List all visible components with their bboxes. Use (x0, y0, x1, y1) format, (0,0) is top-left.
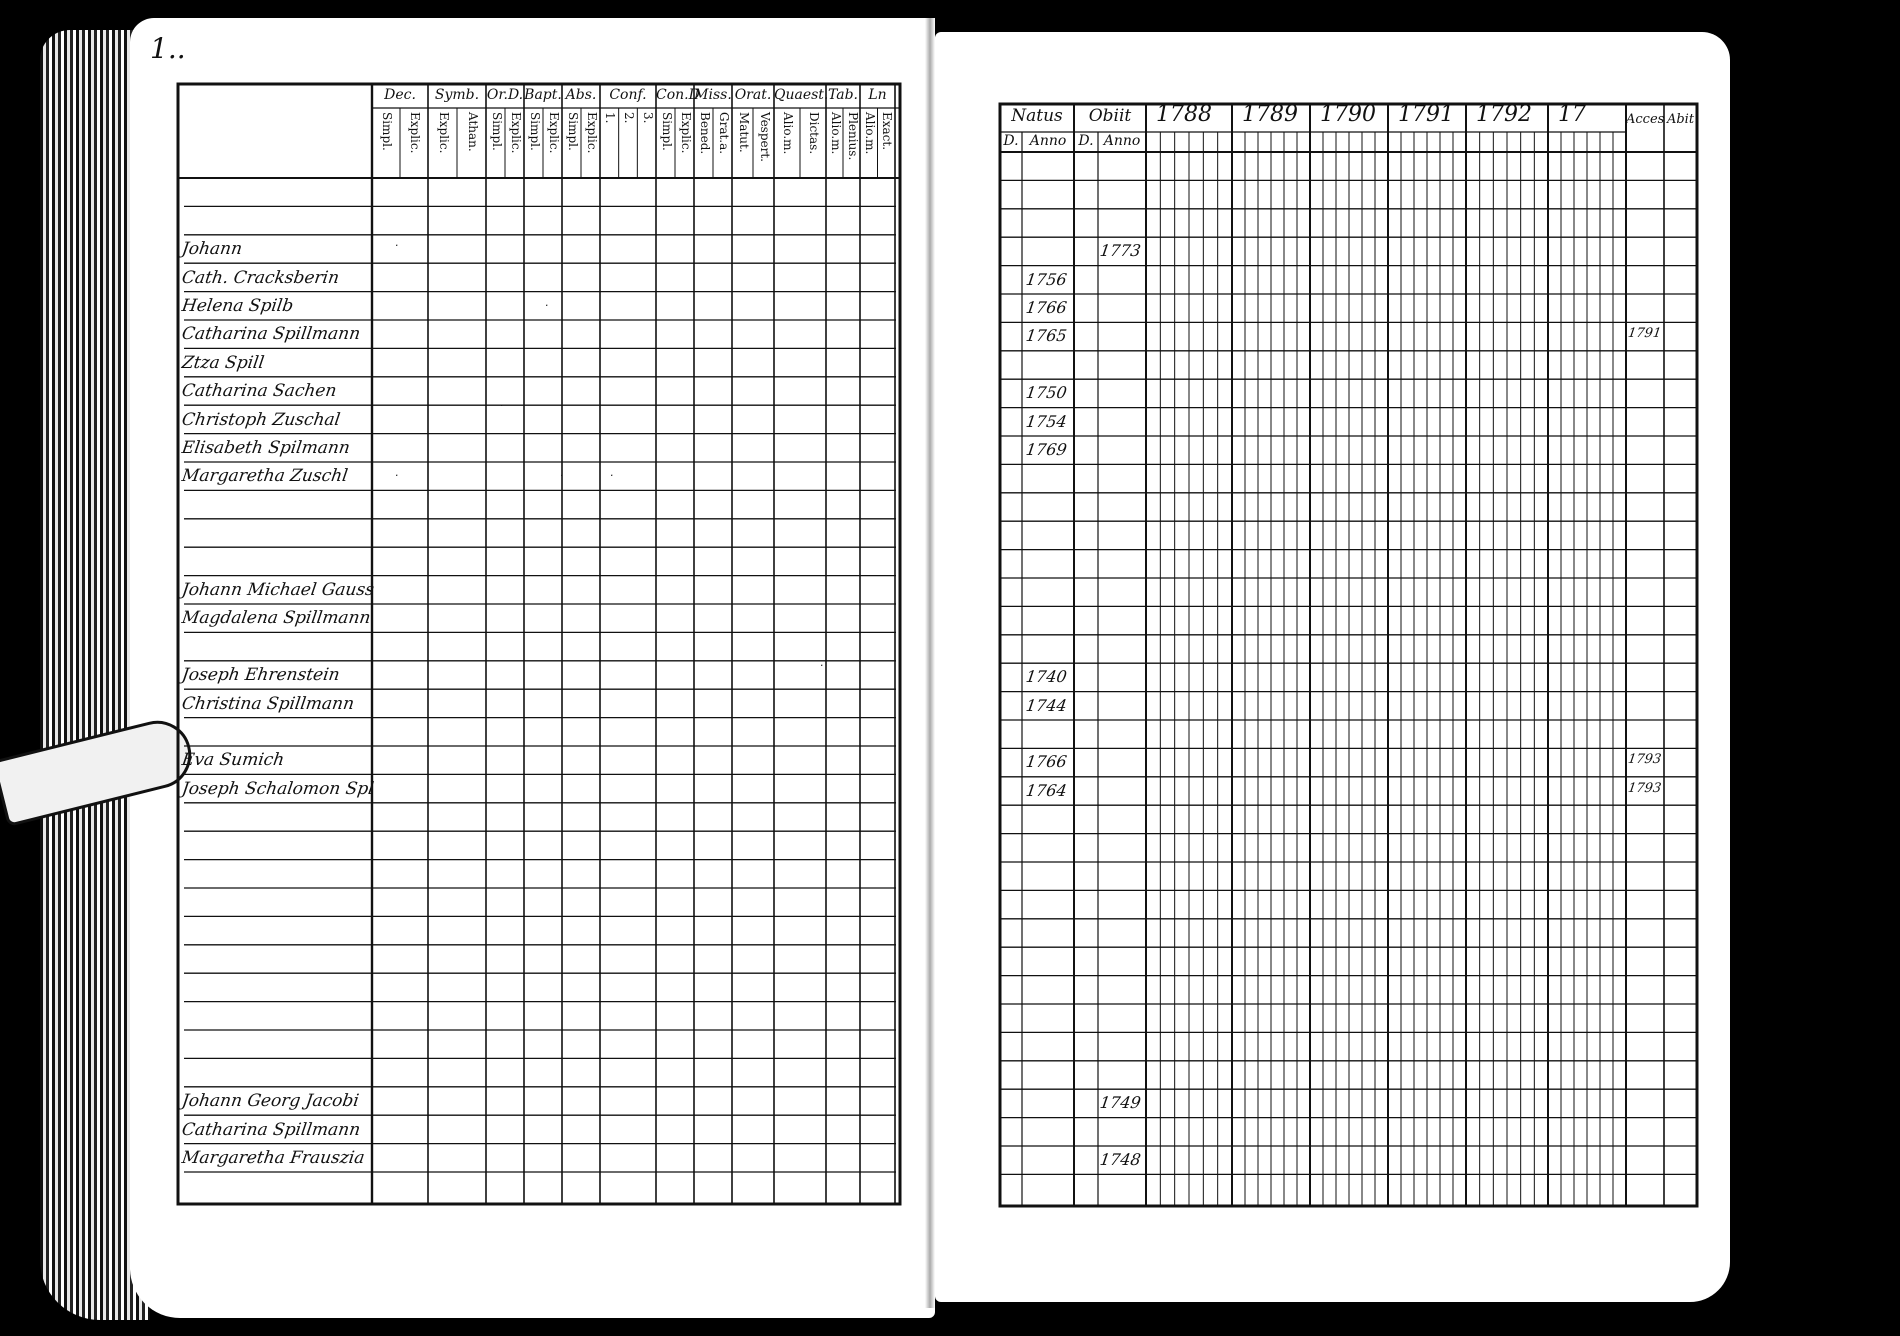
obiit-year-header: Anno (1103, 133, 1141, 149)
pencil-mark: · (500, 399, 504, 412)
left-column-header: Symb. (434, 87, 480, 103)
left-sub-header: Alio.m. (828, 112, 843, 155)
pencil-mark: · (395, 239, 399, 252)
pencil-mark: · (610, 469, 614, 482)
obiit-year: 1748 (1098, 1150, 1143, 1169)
abiit-header: Abit (1666, 112, 1695, 127)
person-name: Margaretha Frauszia (180, 1148, 366, 1168)
year-header: 1792 (1476, 102, 1532, 127)
left-sub-header: Explic. (508, 112, 523, 154)
left-sub-header: Simpl. (565, 112, 580, 151)
pencil-mark: · (820, 659, 824, 672)
left-sub-header: Explic. (546, 112, 561, 154)
natus-year: 1756 (1024, 269, 1069, 289)
left-column-header: Ln (868, 87, 887, 103)
left-sub-header: Explic. (436, 112, 451, 154)
person-name: Elisabeth Spilmann (180, 438, 352, 458)
left-column-header: Dec. (384, 87, 416, 103)
pencil-mark: · (560, 469, 564, 482)
left-column-header: Conf. (609, 87, 647, 103)
obiit-header: Obiit (1088, 106, 1132, 126)
natus-year: 1764 (1024, 780, 1069, 800)
person-name: Johann Michael Gauss (180, 580, 376, 600)
left-sub-header: 3. (640, 112, 655, 124)
natus-year-header: Anno (1029, 133, 1067, 149)
accessit-header: Acces (1626, 112, 1665, 127)
left-sub-header: 2. (622, 112, 636, 124)
person-name: Margaretha Zuschl (180, 466, 349, 487)
left-sub-header: Simpl. (380, 112, 394, 151)
person-name: Catharina Spillmann (180, 324, 362, 345)
natus-year: 1766 (1024, 752, 1069, 772)
year-header: 17 (1558, 102, 1586, 127)
left-sub-header: Alio.m. (781, 112, 795, 155)
left-column-header: Or.D. (486, 87, 524, 103)
left-sub-header: Exact. (880, 112, 895, 151)
left-sub-header: Simpl. (489, 112, 504, 151)
pencil-mark: · (395, 469, 399, 482)
left-sub-header: Athan. (465, 112, 480, 152)
year-header: 1791 (1398, 102, 1454, 127)
left-sub-header: Plenius. (845, 112, 860, 161)
left-column-header: Con.D (656, 87, 700, 103)
person-name: Cath. Cracksberin (180, 267, 341, 288)
natus-year: 1754 (1024, 411, 1069, 431)
left-sub-header: Alio.m. (862, 112, 877, 155)
left-sub-header: Grat.a. (716, 112, 731, 155)
person-name: Christoph Zuschal (180, 409, 342, 430)
year-header: 1790 (1320, 102, 1376, 127)
left-sub-header: Bened. (697, 112, 712, 155)
accessit-entry: 1791 (1626, 326, 1663, 342)
person-name: Joseph Schalomon Spl (180, 778, 376, 799)
left-column-header: Quaest. (774, 87, 829, 103)
natus-year: 1766 (1024, 298, 1069, 317)
natus-year: 1740 (1024, 667, 1069, 687)
accessit-entry: 1793 (1626, 752, 1663, 768)
left-sub-header: Simpl. (527, 112, 542, 151)
year-header: 1788 (1156, 102, 1212, 127)
pencil-mark: · (545, 299, 549, 312)
natus-day-header: D. (1003, 133, 1019, 149)
left-sub-header: Explic. (584, 112, 599, 154)
left-sub-header: Matut. (736, 112, 751, 153)
left-sub-header: Simpl. (659, 112, 674, 151)
left-sub-header: Explic. (678, 112, 693, 154)
natus-year: 1750 (1024, 383, 1069, 403)
obiit-year: 1773 (1098, 241, 1143, 261)
person-name: Catharina Spillmann (180, 1119, 362, 1140)
person-name: Joseph Ehrenstein (180, 665, 341, 686)
page-number: 1.. (150, 32, 186, 65)
obiit-day-header: D. (1078, 133, 1094, 149)
left-sub-header: Explic. (408, 112, 422, 154)
person-name: Christina Spillmann (180, 693, 356, 714)
left-table-border (178, 84, 900, 1204)
left-column-header: Miss. (694, 87, 732, 103)
person-name: Helena Spilb (180, 296, 295, 316)
person-name: Eva Sumich (180, 750, 286, 771)
left-sub-header: 1. (603, 112, 618, 124)
left-column-header: Tab. (827, 87, 858, 103)
left-sub-header: Dictas. (807, 112, 821, 155)
person-name: Magdalena Spillmann (180, 608, 372, 629)
person-name: Catharina Sachen (180, 381, 338, 402)
person-name: Johann (180, 239, 244, 260)
natus-year: 1744 (1024, 695, 1069, 715)
natus-header: Natus (1011, 106, 1063, 126)
left-column-header: Bapt. (524, 87, 562, 103)
natus-year: 1769 (1024, 440, 1069, 459)
natus-year: 1765 (1024, 326, 1069, 346)
person-name: Ztza Spill (180, 352, 266, 373)
obiit-year: 1749 (1098, 1093, 1143, 1113)
left-column-header: Abs. (565, 87, 597, 103)
left-column-header: Orat. (734, 87, 772, 103)
accessit-entry: 1793 (1626, 780, 1663, 796)
left-sub-header: Vespert. (757, 112, 772, 162)
year-header: 1789 (1242, 102, 1298, 127)
person-name: Johann Georg Jacobi (180, 1091, 361, 1112)
